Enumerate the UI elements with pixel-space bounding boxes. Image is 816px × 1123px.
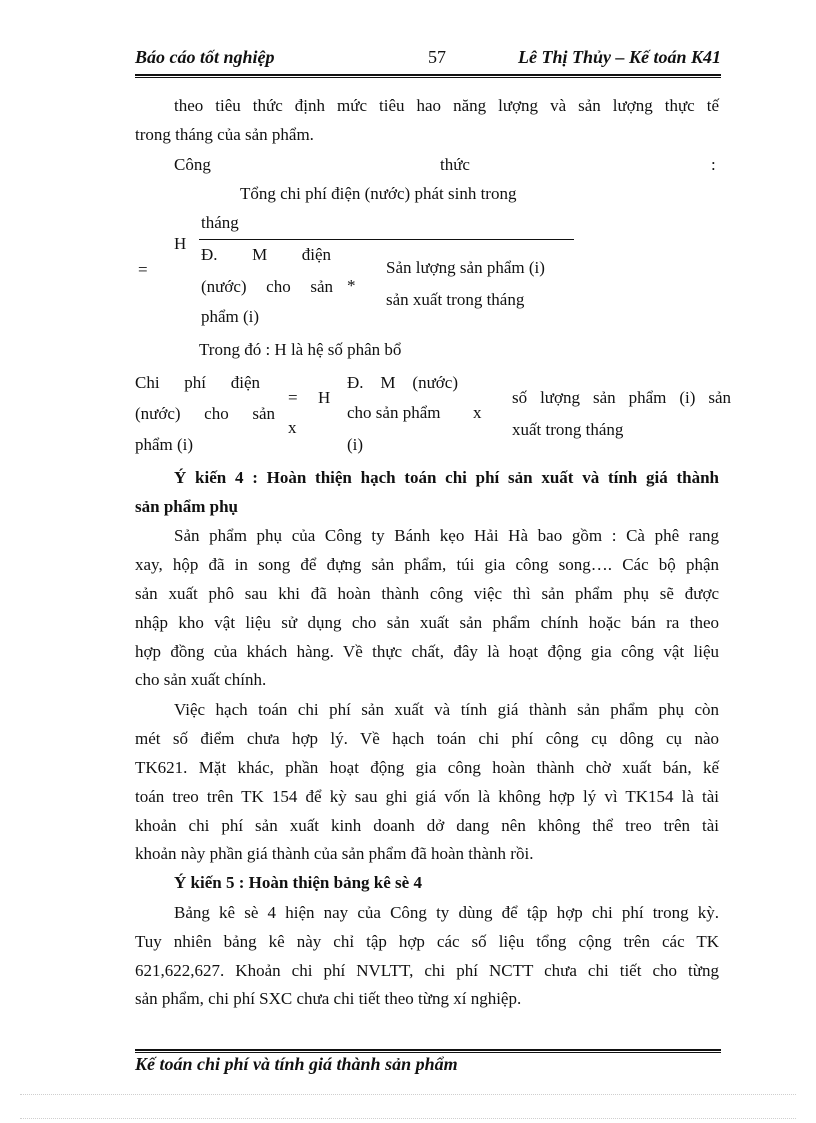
formula1-thuc: thức <box>440 155 470 174</box>
formula1-dm-line2: (nước) cho sản <box>201 277 333 296</box>
opinion4-p2-line1: Việc hạch toán chi phí sản xuất và tính giá thành sản phẩm phụ còn <box>174 700 719 719</box>
formula2-left-line3: phẩm (i) <box>135 435 194 454</box>
formula1-numerator-line2: tháng <box>201 213 239 232</box>
header-left: Báo cáo tốt nghiệp <box>135 47 275 67</box>
formula1-cong: Công <box>174 155 211 174</box>
intro-line-2: trong tháng của sản phẩm. <box>135 125 314 144</box>
opinion4-p1-line2: xay, hộp đã in song để đựng sản phẩm, túi gia công song…. Các bộ phận <box>135 555 719 574</box>
opinion4-p1-line4: nhập kho vật liệu sử dụng cho sản xuất sản phẩm chính hoặc bán ra theo <box>135 613 719 632</box>
formula2-mid-line2: cho sản phẩm <box>347 403 441 422</box>
intro-line-1: theo tiêu thức định mức tiêu hao năng lượng và sản lượng thực tế <box>174 96 719 115</box>
opinion4-p2-line5: khoản chi phí sản xuất kinh doanh dở dang nên không thể treo trên tài <box>135 816 719 835</box>
opinion4-p2-line3: TK621. Mặt khác, phần hoạt động gia công hoàn thành chờ xuất bán, kế <box>135 758 719 777</box>
formula2-equals: = <box>288 388 298 407</box>
header-right: Lê Thị Thủy – Kế toán K41 <box>517 47 721 67</box>
opinion5-p1-line2: Tuy nhiên bảng kê này chỉ tập hợp các số liệu tổng cộng trên các TK <box>135 932 719 951</box>
header-rule <box>135 74 721 76</box>
formula1-dm-line3: phẩm (i) <box>201 307 260 326</box>
footer-rule-thin <box>135 1052 721 1053</box>
formula2-x1: x <box>288 418 297 437</box>
opinion5-p1-line3: 621,622,627. Khoản chi phí NVLTT, chi phí NCTT chưa chi tiết cho từng <box>135 961 719 980</box>
formula1-note: Trong đó : H là hệ số phân bổ <box>199 340 402 359</box>
formula2-x2: x <box>473 403 482 422</box>
footer-rule <box>135 1049 721 1051</box>
opinion5-p1-line1: Bảng kê sè 4 hiện nay của Công ty dùng để tập hợp chi phí trong kỳ. <box>174 903 719 922</box>
footer-text: Kế toán chi phí và tính giá thành sản phẩm <box>135 1054 458 1074</box>
formula1-multiply: * <box>347 276 356 295</box>
opinion4-heading-line2: sản phẩm phụ <box>135 497 239 516</box>
page-edge-dotted-line-bottom <box>20 1118 796 1119</box>
formula1-sl-line2: sản xuất trong tháng <box>386 290 525 309</box>
formula1-sl-line1: Sản lượng sản phẩm (i) <box>386 258 545 277</box>
formula1-dm-line1: Đ. M điện <box>201 245 331 264</box>
formula2-right-line2: xuất trong tháng <box>512 420 624 439</box>
opinion4-p1-line5: hợp đồng của khách hàng. Về thực chất, đây là hoạt động gia công vật liệu <box>135 642 719 661</box>
formula2-left-line1: Chi phí điện <box>135 373 260 392</box>
formula2-mid-line1: Đ. M (nước) <box>347 373 458 392</box>
opinion4-p1-line1: Sản phẩm phụ của Công ty Bánh kẹo Hải Hà bao gồm : Cà phê rang <box>174 526 719 545</box>
opinion4-p2-line6: khoản này phần giá thành của sản phẩm đã hoàn thành rồi. <box>135 844 534 863</box>
formula1-h: H <box>174 234 187 253</box>
page-number: 57 <box>428 47 446 67</box>
opinion5-p1-line4: sản phẩm, chi phí SXC chưa chi tiết theo từng xí nghiệp. <box>135 989 522 1008</box>
opinion4-heading-line1: Ý kiến 4 : Hoàn thiện hạch toán chi phí sản xuất và tính giá thành <box>174 468 719 487</box>
formula2-mid-line3: (i) <box>347 435 364 454</box>
formula1-numerator-line1: Tổng chi phí điện (nước) phát sinh trong <box>240 184 517 203</box>
opinion4-p2-line4: toán treo trên TK 154 để kỳ sau ghi giá vốn là không hợp lý vì TK154 là tài <box>135 787 719 806</box>
header-rule-thin <box>135 77 721 78</box>
formula1-colon: : <box>711 155 716 174</box>
opinion4-p1-line6: cho sản xuất chính. <box>135 670 267 689</box>
formula2-h: H <box>318 388 331 407</box>
opinion5-heading: Ý kiến 5 : Hoàn thiện bảng kê sè 4 <box>174 873 422 892</box>
formula2-left-line2: (nước) cho sản <box>135 404 275 423</box>
formula1-equals: = <box>138 260 148 279</box>
opinion4-p2-line2: mét số điểm chưa hợp lý. Về hạch toán chi phí công cụ dông cụ nào <box>135 729 719 748</box>
formula2-right-line1: số lượng sản phẩm (i) sản <box>512 388 731 407</box>
page-edge-dotted-line <box>20 1094 796 1095</box>
opinion4-p1-line3: sản xuất phô sau khi đã hoàn thành công việc thì sản phẩm phụ sẽ được <box>135 584 719 603</box>
